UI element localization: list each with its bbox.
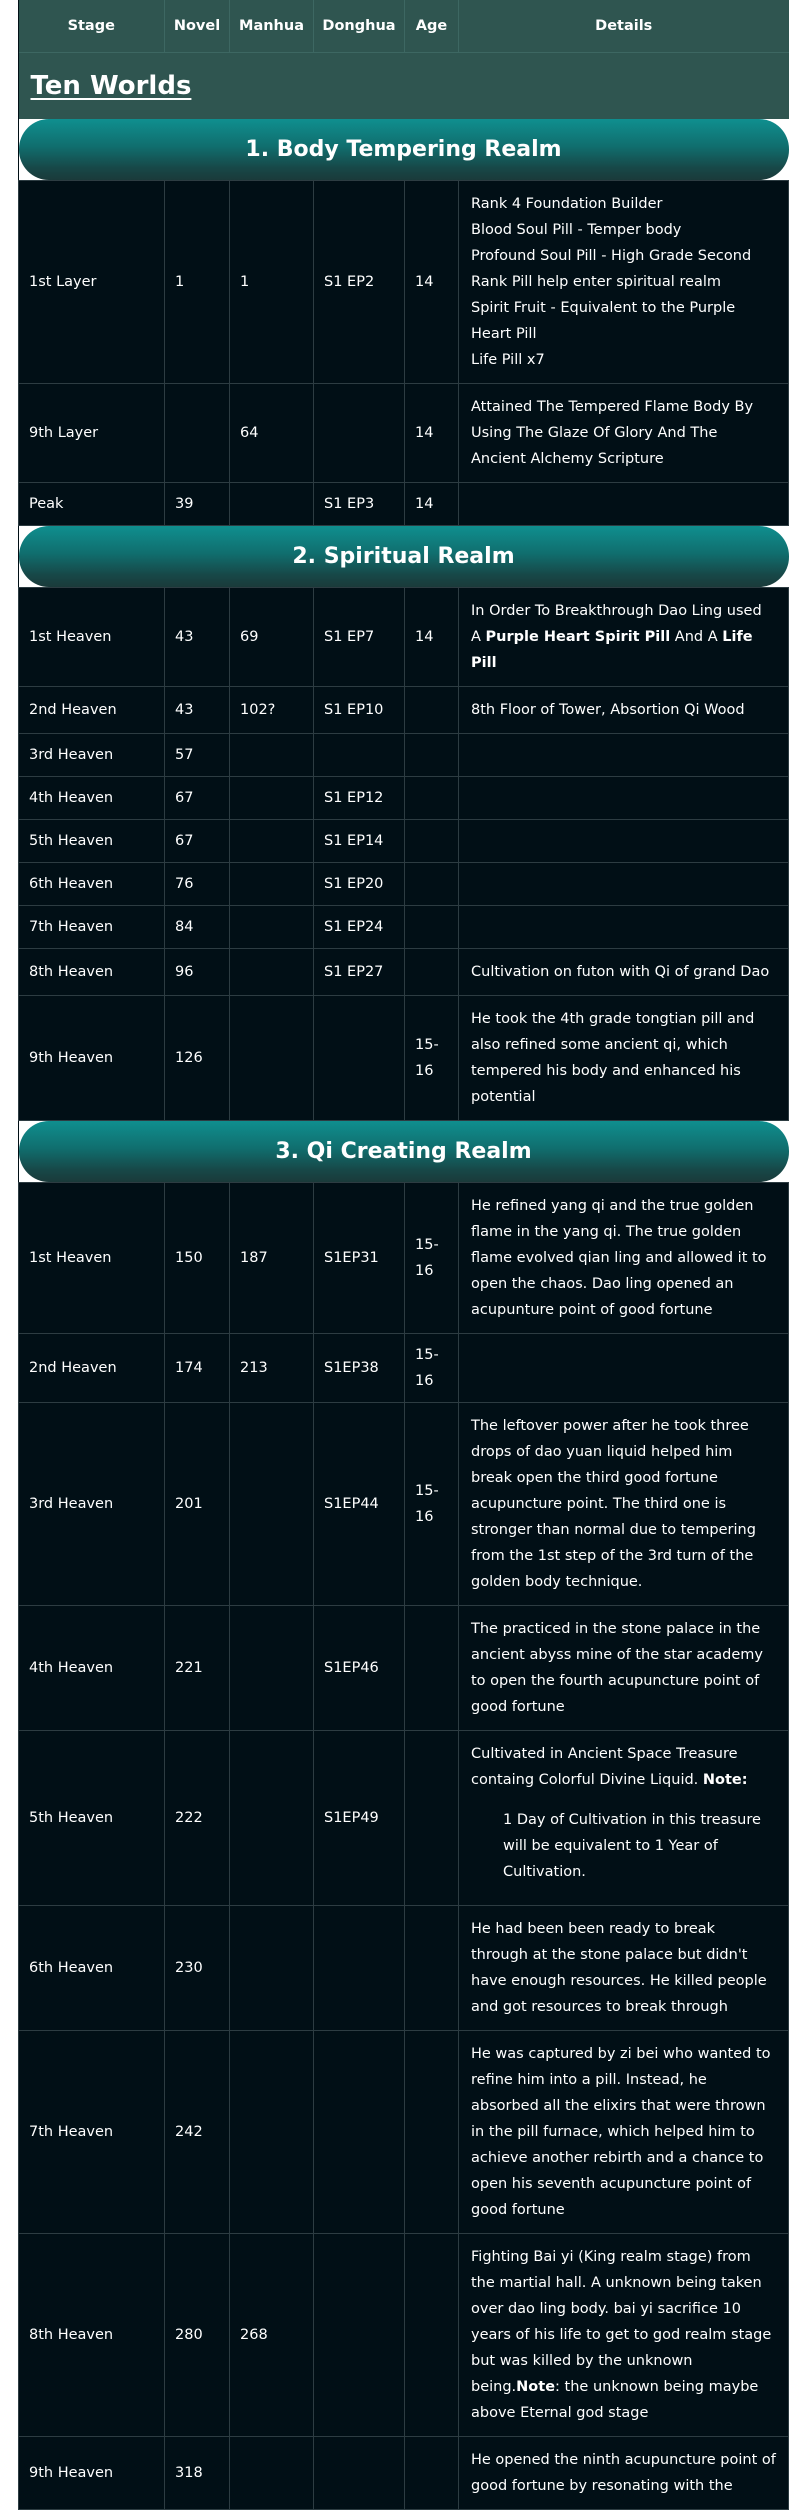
table-row bbox=[19, 2437, 789, 2510]
col-header-manhua: Manhua bbox=[230, 0, 314, 53]
cell-manhua: 213 bbox=[230, 1334, 314, 1403]
cell-stage: 8th Heaven bbox=[19, 949, 165, 996]
table-row bbox=[19, 181, 789, 384]
realm-banner-cell bbox=[19, 1121, 789, 1183]
cell-novel: 221 bbox=[165, 1606, 230, 1731]
cell-age: 14 bbox=[405, 588, 459, 687]
table-row bbox=[19, 1403, 789, 1606]
cell-stage: 2nd Heaven bbox=[19, 687, 165, 734]
col-header-stage: Stage bbox=[19, 0, 165, 53]
details-line: He was captured by zi bei who wanted to refine him into a pill. Instead, he absorbed all the elixirs that were thrown in the pill furnace, which helped him to achieve another rebirth and a chance to open his seventh acupuncture point of good fortune bbox=[471, 2046, 771, 2218]
details-line: Attained The Tempered Flame Body By Using The Glaze Of Glory And The Ancient Alchemy Scripture bbox=[471, 399, 754, 467]
cell-novel: 43 bbox=[165, 687, 230, 734]
cell-donghua: S1 EP2 bbox=[314, 181, 405, 384]
cell-details bbox=[459, 181, 789, 384]
cell-manhua bbox=[230, 863, 314, 906]
cell-novel: 201 bbox=[165, 1403, 230, 1606]
details-line: The practiced in the stone palace in the ancient abyss mine of the star academy to open the fourth acupuncture point of good fortune bbox=[471, 1621, 764, 1715]
cell-details bbox=[459, 777, 789, 820]
table-row bbox=[19, 1606, 789, 1731]
table-row bbox=[19, 384, 789, 483]
cell-manhua bbox=[230, 777, 314, 820]
cell-novel: 96 bbox=[165, 949, 230, 996]
cell-age bbox=[405, 863, 459, 906]
details-bold: Note: bbox=[702, 1772, 748, 1788]
realms-table bbox=[18, 0, 789, 2510]
cell-donghua bbox=[314, 996, 405, 1121]
details-line: Spirit Fruit - Equivalent to the Purple Heart Pill bbox=[471, 300, 736, 342]
cell-details bbox=[459, 1403, 789, 1606]
cell-stage: 3rd Heaven bbox=[19, 734, 165, 777]
cell-age bbox=[405, 777, 459, 820]
realm-banner-cell bbox=[19, 526, 789, 588]
cell-manhua: 268 bbox=[230, 2234, 314, 2437]
cell-age: 15-16 bbox=[405, 1183, 459, 1334]
realm-banner: 2. Spiritual Realm bbox=[19, 526, 789, 587]
cell-stage: 9th Heaven bbox=[19, 996, 165, 1121]
realm-banner-cell bbox=[19, 119, 789, 181]
table-row bbox=[19, 1183, 789, 1334]
table-row bbox=[19, 1334, 789, 1403]
details-line: He had been been ready to break through at the stone palace but didn't have enough resources. He killed people and got resources to break through bbox=[471, 1921, 767, 2015]
cell-manhua bbox=[230, 906, 314, 949]
cell-donghua: S1 EP14 bbox=[314, 820, 405, 863]
cell-stage: 1st Layer bbox=[19, 181, 165, 384]
cell-donghua: S1 EP3 bbox=[314, 483, 405, 526]
page-title[interactable]: Ten Worlds bbox=[30, 71, 192, 101]
cell-donghua: S1 EP7 bbox=[314, 588, 405, 687]
cell-details bbox=[459, 483, 789, 526]
cell-novel: 242 bbox=[165, 2031, 230, 2234]
cell-details bbox=[459, 2031, 789, 2234]
cell-details bbox=[459, 996, 789, 1121]
cell-details bbox=[459, 2234, 789, 2437]
details-text: : the unknown being maybe above Eternal god stage bbox=[471, 2379, 759, 2421]
details-line: Blood Soul Pill - Temper body bbox=[471, 222, 682, 238]
cell-stage: 9th Layer bbox=[19, 384, 165, 483]
table-row bbox=[19, 1906, 789, 2031]
cell-donghua: S1 EP12 bbox=[314, 777, 405, 820]
col-header-age: Age bbox=[405, 0, 459, 53]
cell-stage: 4th Heaven bbox=[19, 777, 165, 820]
details-line: Life Pill x7 bbox=[471, 352, 545, 368]
cell-novel: 174 bbox=[165, 1334, 230, 1403]
details-bold: Life Pill bbox=[471, 629, 753, 671]
details-bold: Purple Heart Spirit Pill bbox=[485, 629, 671, 645]
cell-stage: Peak bbox=[19, 483, 165, 526]
cell-manhua bbox=[230, 2031, 314, 2234]
cell-age bbox=[405, 906, 459, 949]
table-row bbox=[19, 949, 789, 996]
realms-table-wrapper bbox=[18, 0, 788, 2510]
cell-age: 15-16 bbox=[405, 1334, 459, 1403]
cell-manhua bbox=[230, 734, 314, 777]
details-quote: 1 Day of Cultivation in this treasure will be equivalent to 1 Year of Cultivation. bbox=[503, 1812, 761, 1880]
cell-age bbox=[405, 2234, 459, 2437]
details-line: He took the 4th grade tongtian pill and also refined some ancient qi, which tempered his body and enhanced his potential bbox=[471, 1011, 755, 1105]
details-line: 8th Floor of Tower, Absortion Qi Wood bbox=[471, 702, 745, 718]
cell-manhua bbox=[230, 820, 314, 863]
cell-stage: 5th Heaven bbox=[19, 820, 165, 863]
details-bold: Note bbox=[516, 2379, 556, 2395]
cell-donghua bbox=[314, 2234, 405, 2437]
table-row bbox=[19, 2234, 789, 2437]
cell-details bbox=[459, 2437, 789, 2510]
cell-details bbox=[459, 734, 789, 777]
cell-stage: 8th Heaven bbox=[19, 2234, 165, 2437]
cell-stage: 7th Heaven bbox=[19, 906, 165, 949]
cell-stage: 6th Heaven bbox=[19, 1906, 165, 2031]
cell-age bbox=[405, 1906, 459, 2031]
cell-age: 14 bbox=[405, 181, 459, 384]
cell-donghua: S1EP31 bbox=[314, 1183, 405, 1334]
table-row bbox=[19, 863, 789, 906]
cell-manhua: 102? bbox=[230, 687, 314, 734]
cell-age: 15-16 bbox=[405, 1403, 459, 1606]
cell-donghua: S1 EP20 bbox=[314, 863, 405, 906]
cell-stage: 6th Heaven bbox=[19, 863, 165, 906]
cell-details bbox=[459, 820, 789, 863]
cell-novel: 39 bbox=[165, 483, 230, 526]
cell-donghua: S1 EP24 bbox=[314, 906, 405, 949]
cell-donghua bbox=[314, 384, 405, 483]
cell-age: 14 bbox=[405, 384, 459, 483]
cell-manhua: 64 bbox=[230, 384, 314, 483]
col-header-details: Details bbox=[459, 0, 789, 53]
cell-manhua bbox=[230, 1906, 314, 2031]
table-row bbox=[19, 2031, 789, 2234]
realm-banner: 3. Qi Creating Realm bbox=[19, 1121, 789, 1182]
table-row bbox=[19, 777, 789, 820]
cell-age: 15-16 bbox=[405, 996, 459, 1121]
cell-novel: 318 bbox=[165, 2437, 230, 2510]
cell-details bbox=[459, 384, 789, 483]
cell-manhua: 1 bbox=[230, 181, 314, 384]
details-line: He opened the ninth acupuncture point of good fortune by resonating with the bbox=[471, 2452, 776, 2494]
cell-stage: 5th Heaven bbox=[19, 1731, 165, 1906]
cell-manhua bbox=[230, 1731, 314, 1906]
cell-age bbox=[405, 949, 459, 996]
cell-age bbox=[405, 1731, 459, 1906]
cell-donghua: S1EP38 bbox=[314, 1334, 405, 1403]
table-row bbox=[19, 588, 789, 687]
cell-donghua: S1EP44 bbox=[314, 1403, 405, 1606]
cell-manhua bbox=[230, 996, 314, 1121]
cell-manhua: 69 bbox=[230, 588, 314, 687]
cell-manhua bbox=[230, 1403, 314, 1606]
cell-novel: 43 bbox=[165, 588, 230, 687]
cell-details bbox=[459, 1183, 789, 1334]
cell-manhua bbox=[230, 949, 314, 996]
cell-details bbox=[459, 863, 789, 906]
table-row bbox=[19, 687, 789, 734]
cell-age bbox=[405, 687, 459, 734]
cell-manhua bbox=[230, 1606, 314, 1731]
details-text: In Order To Breakthrough Dao Ling used A bbox=[471, 603, 762, 645]
details-text: And A bbox=[670, 629, 723, 645]
cell-donghua: S1 EP27 bbox=[314, 949, 405, 996]
cell-details bbox=[459, 949, 789, 996]
cell-novel: 222 bbox=[165, 1731, 230, 1906]
cell-donghua bbox=[314, 2437, 405, 2510]
table-header bbox=[19, 0, 789, 53]
cell-details bbox=[459, 1606, 789, 1731]
cell-details bbox=[459, 1334, 789, 1403]
cell-stage: 3rd Heaven bbox=[19, 1403, 165, 1606]
page-title-cell bbox=[19, 53, 789, 120]
cell-details bbox=[459, 1731, 789, 1906]
cell-novel: 76 bbox=[165, 863, 230, 906]
realm-banner: 1. Body Tempering Realm bbox=[19, 119, 789, 180]
details-line: Cultivation on futon with Qi of grand Dao bbox=[471, 964, 770, 980]
cell-novel: 67 bbox=[165, 777, 230, 820]
cell-stage: 2nd Heaven bbox=[19, 1334, 165, 1403]
details-line: Rank 4 Foundation Builder bbox=[471, 196, 663, 212]
details-text: Fighting Bai yi (King realm stage) from the martial hall. A unknown being taken over dao ling body. bai yi sacrifice 10 years of his life to get to god realm stage but was killed by the unknown being. bbox=[471, 2249, 772, 2395]
cell-age bbox=[405, 1606, 459, 1731]
details-line: He refined yang qi and the true golden flame in the yang qi. The true golden flame evolved qian ling and allowed it to open the chaos. Dao ling opened an acupunture point of good fortune bbox=[471, 1198, 767, 1318]
cell-donghua bbox=[314, 2031, 405, 2234]
cell-novel: 280 bbox=[165, 2234, 230, 2437]
cell-age bbox=[405, 2031, 459, 2234]
col-header-donghua: Donghua bbox=[314, 0, 405, 53]
cell-novel: 150 bbox=[165, 1183, 230, 1334]
cell-novel: 84 bbox=[165, 906, 230, 949]
table-row bbox=[19, 820, 789, 863]
table-row bbox=[19, 996, 789, 1121]
cell-manhua bbox=[230, 2437, 314, 2510]
cell-stage: 1st Heaven bbox=[19, 588, 165, 687]
cell-details bbox=[459, 687, 789, 734]
details-line: The leftover power after he took three drops of dao yuan liquid helped him break open the third good fortune acupuncture point. The third one is stronger than normal due to tempering from the 1st step of the 3rd turn of the golden body technique. bbox=[471, 1418, 756, 1590]
cell-age bbox=[405, 820, 459, 863]
cell-manhua: 187 bbox=[230, 1183, 314, 1334]
cell-stage: 4th Heaven bbox=[19, 1606, 165, 1731]
cell-novel: 230 bbox=[165, 1906, 230, 2031]
cell-stage: 9th Heaven bbox=[19, 2437, 165, 2510]
cell-stage: 7th Heaven bbox=[19, 2031, 165, 2234]
cell-donghua: S1 EP10 bbox=[314, 687, 405, 734]
col-header-novel: Novel bbox=[165, 0, 230, 53]
table-row bbox=[19, 906, 789, 949]
cell-age: 14 bbox=[405, 483, 459, 526]
table-row bbox=[19, 483, 789, 526]
cell-age bbox=[405, 734, 459, 777]
cell-novel: 126 bbox=[165, 996, 230, 1121]
cell-novel: 1 bbox=[165, 181, 230, 384]
cell-details bbox=[459, 1906, 789, 2031]
cell-manhua bbox=[230, 483, 314, 526]
cell-donghua: S1EP46 bbox=[314, 1606, 405, 1731]
cell-donghua bbox=[314, 734, 405, 777]
cell-details bbox=[459, 588, 789, 687]
cell-age bbox=[405, 2437, 459, 2510]
details-line: Profound Soul Pill - High Grade Second Rank Pill help enter spiritual realm bbox=[471, 248, 752, 290]
table-row bbox=[19, 1731, 789, 1906]
table-row bbox=[19, 734, 789, 777]
cell-stage: 1st Heaven bbox=[19, 1183, 165, 1334]
cell-novel bbox=[165, 384, 230, 483]
cell-novel: 57 bbox=[165, 734, 230, 777]
cell-donghua: S1EP49 bbox=[314, 1731, 405, 1906]
cell-donghua bbox=[314, 1906, 405, 2031]
cell-novel: 67 bbox=[165, 820, 230, 863]
cell-details bbox=[459, 906, 789, 949]
details-text: Cultivated in Ancient Space Treasure containg Colorful Divine Liquid. bbox=[471, 1746, 738, 1788]
